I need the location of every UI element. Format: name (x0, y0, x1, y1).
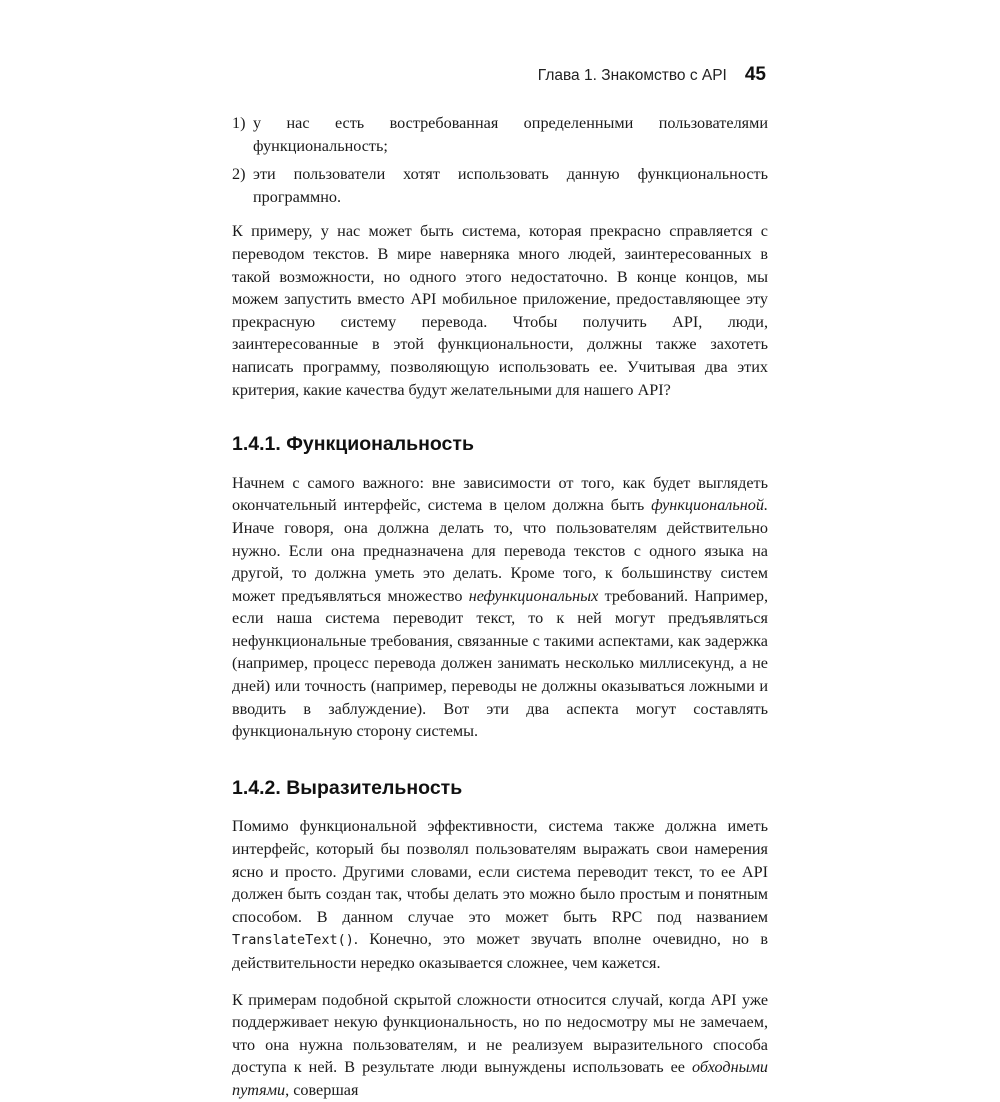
running-header (538, 64, 766, 86)
list-item-text: эти пользователи хотят использовать данную функциональность программно. (253, 165, 768, 206)
criteria-list (232, 112, 768, 208)
section-heading-functionality: 1.4.1. Функциональность (232, 433, 474, 456)
chapter-title: Глава 1. Знакомство с API (537, 67, 727, 84)
expressiveness-paragraph-2 (232, 989, 768, 1102)
page-number: 45 (744, 64, 766, 85)
list-item (232, 163, 768, 208)
list-item-number: 1) (232, 114, 246, 132)
text-run: требований. Например, если наша система переводит текст, то к ней могут предъявляться нефункциональные требования, связанные с такими аспектами, как задержка (например, процесс перевода должен занимать несколько миллисекунд, а не дней) или точность (например, переводы не должны оказываться ложными и вводить в заблуждение). Вот эти два аспекта могут составлять функциональную сторону системы. (232, 586, 768, 741)
text-run: Иначе говоря, она должна делать то, что пользователям действительно нужно. Если она предназначена для перевода текстов с одного языка на другой, то должна уметь это делать. Кроме того, к большинству систем может предъявляться множество (232, 518, 768, 605)
list-item (232, 112, 768, 157)
emphasis-text: нефункциональных (468, 586, 599, 605)
emphasis-text: функциональной. (651, 496, 768, 515)
intro-paragraph: К примеру, у нас может быть система, которая прекрасно справляется с переводом текстов. В мире наверняка много людей, заинтересованных в такой возможности, но одного этого недостаточно. В конце концов, мы можем запустить вместо API мобильное приложение, предоставляющее эту прекрасную систему перевода. Чтобы получить API, люди, заинтересованные в этой функциональности, должны также захотеть написать программу, позволяющую использовать ее. Учитывая два этих критерия, какие качества будут желательными для нашего API? (232, 222, 768, 399)
text-run: К примерам подобной скрытой сложности относится случай, когда API уже поддерживает некую функциональность, но по недосмотру мы не замечаем, что она нужна пользователям, и не реализуем выразительного способа доступа к ней. В результате люди вынуждены использовать ее (232, 990, 768, 1077)
list-item-text: у нас есть востребованная определенными пользователями функциональность; (253, 114, 768, 155)
functionality-paragraph (232, 472, 768, 743)
text-run: . Конечно, это может звучать вполне очевидно, но в действительности нередко оказывается сложнее, чем кажется. (232, 930, 768, 972)
code-inline: TranslateText() (232, 932, 354, 949)
body-text (232, 112, 768, 1102)
emphasis-text: обходными путями (232, 1058, 768, 1099)
text-run: Начнем с самого важного: вне зависимости от того, как будет выглядеть окончательный интерфейс, система в целом должна быть (232, 473, 768, 515)
text-run: , совершая (285, 1080, 359, 1099)
list-item-number: 2) (232, 165, 246, 184)
section-heading-expressiveness: 1.4.2. Выразительность (232, 776, 463, 799)
text-run: Помимо функциональной эффективности, система также должна иметь интерфейс, который бы позволял пользователям выражать свои намерения ясно и просто. Другими словами, если система переводит текст, то ее API должен быть создан так, чтобы делать это можно было простым и понятным способом. В данном случае это может быть RPC под названием (232, 817, 768, 926)
expressiveness-paragraph-1 (232, 815, 768, 974)
